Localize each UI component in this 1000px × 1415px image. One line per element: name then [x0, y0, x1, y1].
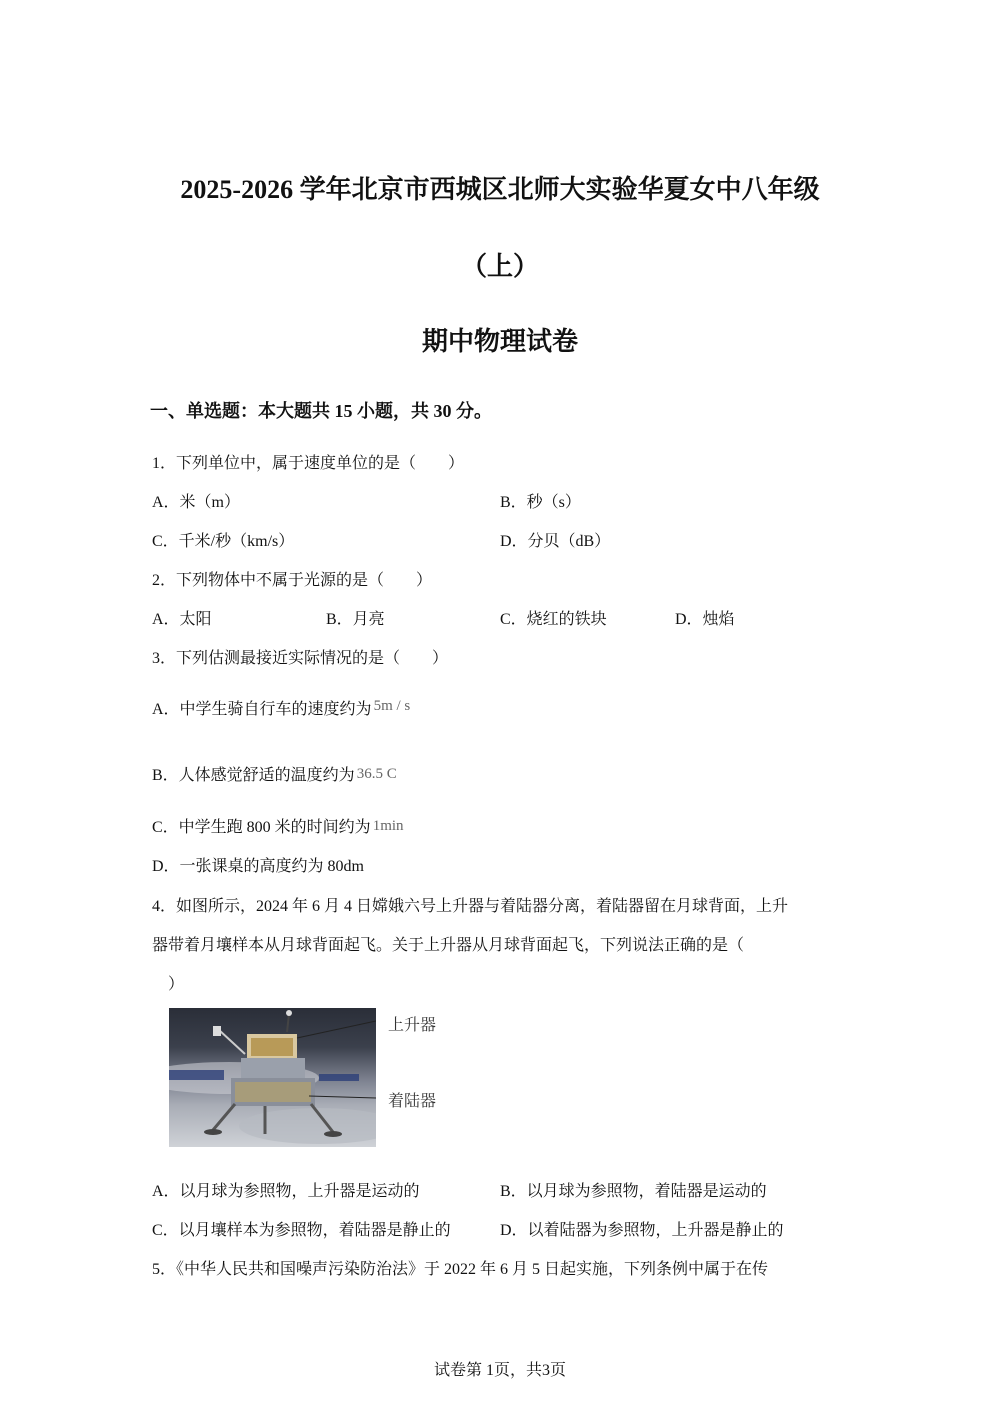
question-5-stem-line1: 5．《中华人民共和国噪声污染防治法》于 2022 年 6 月 5 日起实施，下列条例中属于在传: [152, 1261, 769, 1278]
question-3-option-c: [152, 814, 404, 837]
figure-label-lander: 着陆器: [388, 1093, 437, 1110]
question-2-option-b: B．月亮: [326, 611, 385, 628]
question-4-option-c: C．以月壤样本为参照物，着陆器是静止的: [152, 1222, 451, 1239]
question-2-option-a: A．太阳: [152, 611, 212, 628]
question-2-option-d: D．烛焰: [675, 611, 735, 628]
lunar-lander-photo: [169, 1008, 376, 1147]
page-title-line1: 2025-2026 学年北京市西城区北师大实验华夏女中八年级: [180, 175, 820, 204]
page-subtitle: 期中物理试卷: [421, 327, 578, 356]
question-1-option-a: A．米（m）: [152, 494, 241, 511]
question-3-option-a-value: 5m / s: [373, 698, 411, 714]
figure-label-ascender: 上升器: [388, 1017, 437, 1034]
question-4-stem-line1: 4．如图所示，2024 年 6 月 4 日嫦娥六号上升器与着陆器分离，着陆器留在月球背面，上升: [152, 898, 789, 915]
page-footer: 试卷第 1页，共3页: [433, 1362, 566, 1379]
page-title-line2: （上）: [460, 252, 539, 281]
question-3-option-a: [152, 696, 410, 719]
question-2-stem: 2．下列物体中不属于光源的是（ ）: [152, 572, 433, 589]
question-4-option-a: A．以月球为参照物，上升器是运动的: [152, 1183, 420, 1200]
question-4-option-d: D．以着陆器为参照物，上升器是静止的: [500, 1222, 784, 1239]
question-1-option-d: D．分贝（dB）: [500, 533, 611, 550]
question-3-option-a-text: A．中学生骑自行车的速度约为: [152, 701, 372, 718]
question-3-option-d: D．一张课桌的高度约为 80dm: [152, 858, 365, 875]
lunar-lander-illustration: [169, 1008, 376, 1147]
question-3-option-b-text: B．人体感觉舒适的温度约为: [152, 767, 355, 784]
question-1-stem: 1．下列单位中，属于速度单位的是（ ）: [152, 455, 465, 472]
question-3-option-b-value: 36.5 C: [356, 766, 397, 782]
question-1-option-c: C．千米/秒（km/s）: [152, 533, 295, 550]
question-3-option-c-value: 1min: [372, 818, 404, 834]
question-3-option-c-text: C．中学生跑 800 米的时间约为: [152, 819, 371, 836]
question-4-option-b: B．以月球为参照物，着陆器是运动的: [500, 1183, 767, 1200]
question-3-option-b: [152, 762, 397, 785]
section-heading: 一、单选题：本大题共 15 小题，共 30 分。: [150, 401, 492, 421]
question-1-option-b: B．秒（s）: [500, 494, 581, 511]
question-2-option-c: C．烧红的铁块: [500, 611, 607, 628]
question-3-stem: 3．下列估测最接近实际情况的是（ ）: [152, 650, 449, 667]
question-4-stem-line2: 器带着月壤样本从月球背面起飞。关于上升器从月球背面起飞，下列说法正确的是（: [152, 937, 745, 954]
question-4-stem-line3: ）: [168, 976, 185, 993]
